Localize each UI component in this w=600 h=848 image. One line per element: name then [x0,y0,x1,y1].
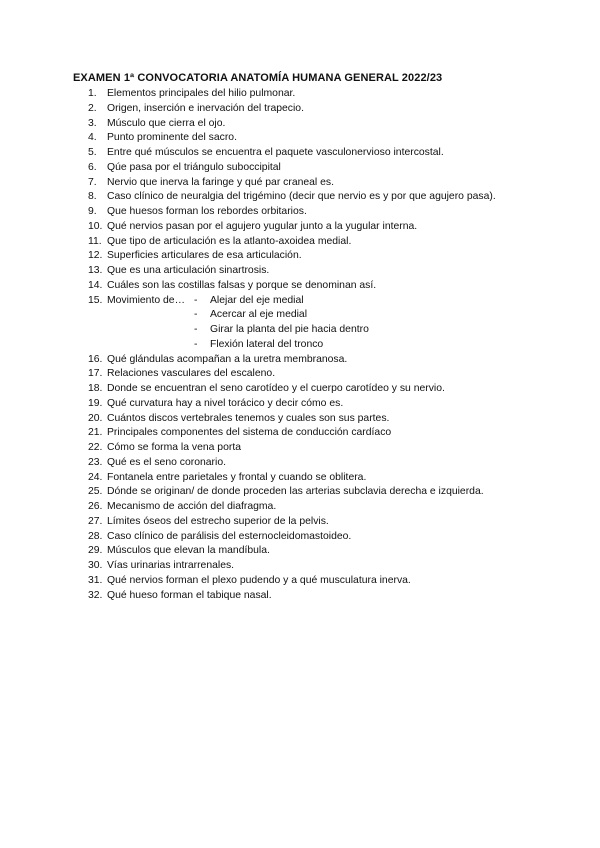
bullet-dash: - [194,338,198,350]
item-number: 23. [88,456,103,468]
item-text: Cómo se forma la vena porta [107,442,241,453]
item-text: Vías urinarias intrarrenales. [107,560,235,571]
item-text: Relaciones vasculares del escaleno. [107,368,276,380]
item-text: Que tipo de articulación es la atlanto-axoidea medial. [107,235,352,247]
list-item [88,367,588,382]
item-text: Que es una articulación sinartrosis. [107,265,270,276]
list-item [88,294,588,309]
list-item [88,471,588,486]
list-item [88,485,588,500]
item-number: 32. [88,589,103,601]
item-text: Qué curvatura hay a nivel torácico y decir cómo es. [107,397,344,409]
item-text: Cuáles son las costillas falsas y porque se denominan así. [107,279,377,291]
item-text: Caso clínico de neuralgia del trigémino (decir que nervio es y por que agujero pasa). [107,191,496,203]
list-item [88,176,588,191]
list-item [88,87,588,102]
item-text: Superficies articulares de esa articulación. [107,250,302,262]
item-text: Punto prominente del sacro. [107,132,237,144]
item-text: Donde se encuentran el seno carotídeo y el cuerpo carotídeo y su nervio. [107,383,445,394]
question-list [88,87,588,603]
item-text: Músculos que elevan la mandíbula. [107,545,270,557]
list-item [88,161,588,176]
item-text: Que huesos forman los rebordes orbitarios. [107,206,307,217]
item-text: Mecanismo de acción del diafragma. [107,501,277,512]
item-text: Qué glándulas acompañan a la uretra membranosa. [107,353,348,365]
item-number: 16. [88,353,103,365]
list-item [88,131,588,146]
item-number: 13. [88,265,103,276]
item-number: 1. [88,88,97,99]
item-number: 9. [88,206,97,217]
sub-item-text: Flexión lateral del tronco [210,338,324,350]
item-text: Elementos principales del hilio pulmonar. [107,88,296,99]
list-item [88,220,588,235]
item-number: 5. [88,147,97,158]
item-text: Qué nervios pasan por el agujero yugular junto a la yugular interna. [107,220,418,232]
item-text: Origen, inserción e inervación del trapecio. [107,102,304,114]
item-number: 7. [88,176,97,188]
sub-item-text: Girar la planta del pie hacia dentro [210,324,369,335]
item-number: 18. [88,383,103,394]
item-text: Entre qué músculos se encuentra el paquete vasculonervioso intercostal. [107,147,444,158]
list-item [88,205,588,220]
list-item [88,235,588,250]
list-item [88,574,588,589]
item-number: 30. [88,560,103,571]
item-text: Dónde se originan/ de donde proceden las arterias subclavia derecha e izquierda. [107,486,484,498]
item-number: 24. [88,471,103,483]
list-item [88,382,588,397]
list-item [88,412,588,427]
list-item [88,353,588,368]
list-item [88,102,588,117]
item-text: Fontanela entre parietales y frontal y cuando se oblitera. [107,471,367,483]
item-number: 8. [88,191,97,203]
item-text: Caso clínico de parálisis del esternocleidomastoideo. [107,530,352,542]
list-item [88,544,588,559]
list-item [88,190,588,205]
list-item [88,589,588,604]
item-number: 12. [88,250,103,262]
item-text: Qué hueso forman el tabique nasal. [107,589,272,601]
sub-item-text: Acercar al eje medial [210,309,308,321]
item-text: Nervio que inerva la faringe y qué par craneal es. [107,176,334,188]
list-item [88,279,588,294]
item-number: 17. [88,368,103,380]
list-item [88,146,588,161]
item-number: 27. [88,515,103,527]
item-text: Límites óseos del estrecho superior de la pelvis. [107,515,329,527]
item-text: Músculo que cierra el ojo. [107,117,226,129]
item-number: 4. [88,132,97,144]
item-number: 11. [88,235,102,247]
item-number: 22. [88,442,103,453]
item-text: Qúe pasa por el triángulo suboccipital [107,161,281,173]
item-text: Qué es el seno coronario. [107,456,226,468]
bullet-dash: - [194,309,198,321]
bullet-dash: - [194,324,198,335]
document-title: EXAMEN 1ª CONVOCATORIA ANATOMÍA HUMANA GENERAL 2022/23 [73,72,443,84]
list-item [88,456,588,471]
list-item [88,559,588,574]
item-number: 25. [88,486,103,498]
bullet-dash: - [194,294,198,306]
list-item [88,441,588,456]
item-number: 10. [88,220,103,232]
item-number: 26. [88,501,103,512]
list-item [88,117,588,132]
item-text: Qué nervios forman el plexo pudendo y a qué musculatura inerva. [107,574,411,586]
item-number: 28. [88,530,103,542]
item-number: 29. [88,545,103,557]
item-number: 31. [88,574,103,586]
list-item [88,500,588,515]
sub-item-text: Alejar del eje medial [210,294,304,306]
sub-list-item [88,323,588,338]
item-text: Movimiento de… [107,294,185,306]
list-item [88,397,588,412]
item-text: Cuántos discos vertebrales tenemos y cuales son sus partes. [107,412,390,424]
item-number: 15. [88,294,103,306]
item-number: 3. [88,117,97,129]
list-item [88,249,588,264]
item-number: 21. [88,427,103,439]
item-number: 20. [88,412,103,424]
list-item [88,264,588,279]
item-number: 14. [88,279,103,291]
item-text: Principales componentes del sistema de conducción cardíaco [107,427,392,439]
list-item [88,515,588,530]
item-number: 19. [88,397,103,409]
sub-list-item [88,338,588,353]
list-item [88,426,588,441]
item-number: 2. [88,102,97,114]
sub-list-item [88,308,588,323]
item-number: 6. [88,161,97,173]
list-item [88,530,588,545]
